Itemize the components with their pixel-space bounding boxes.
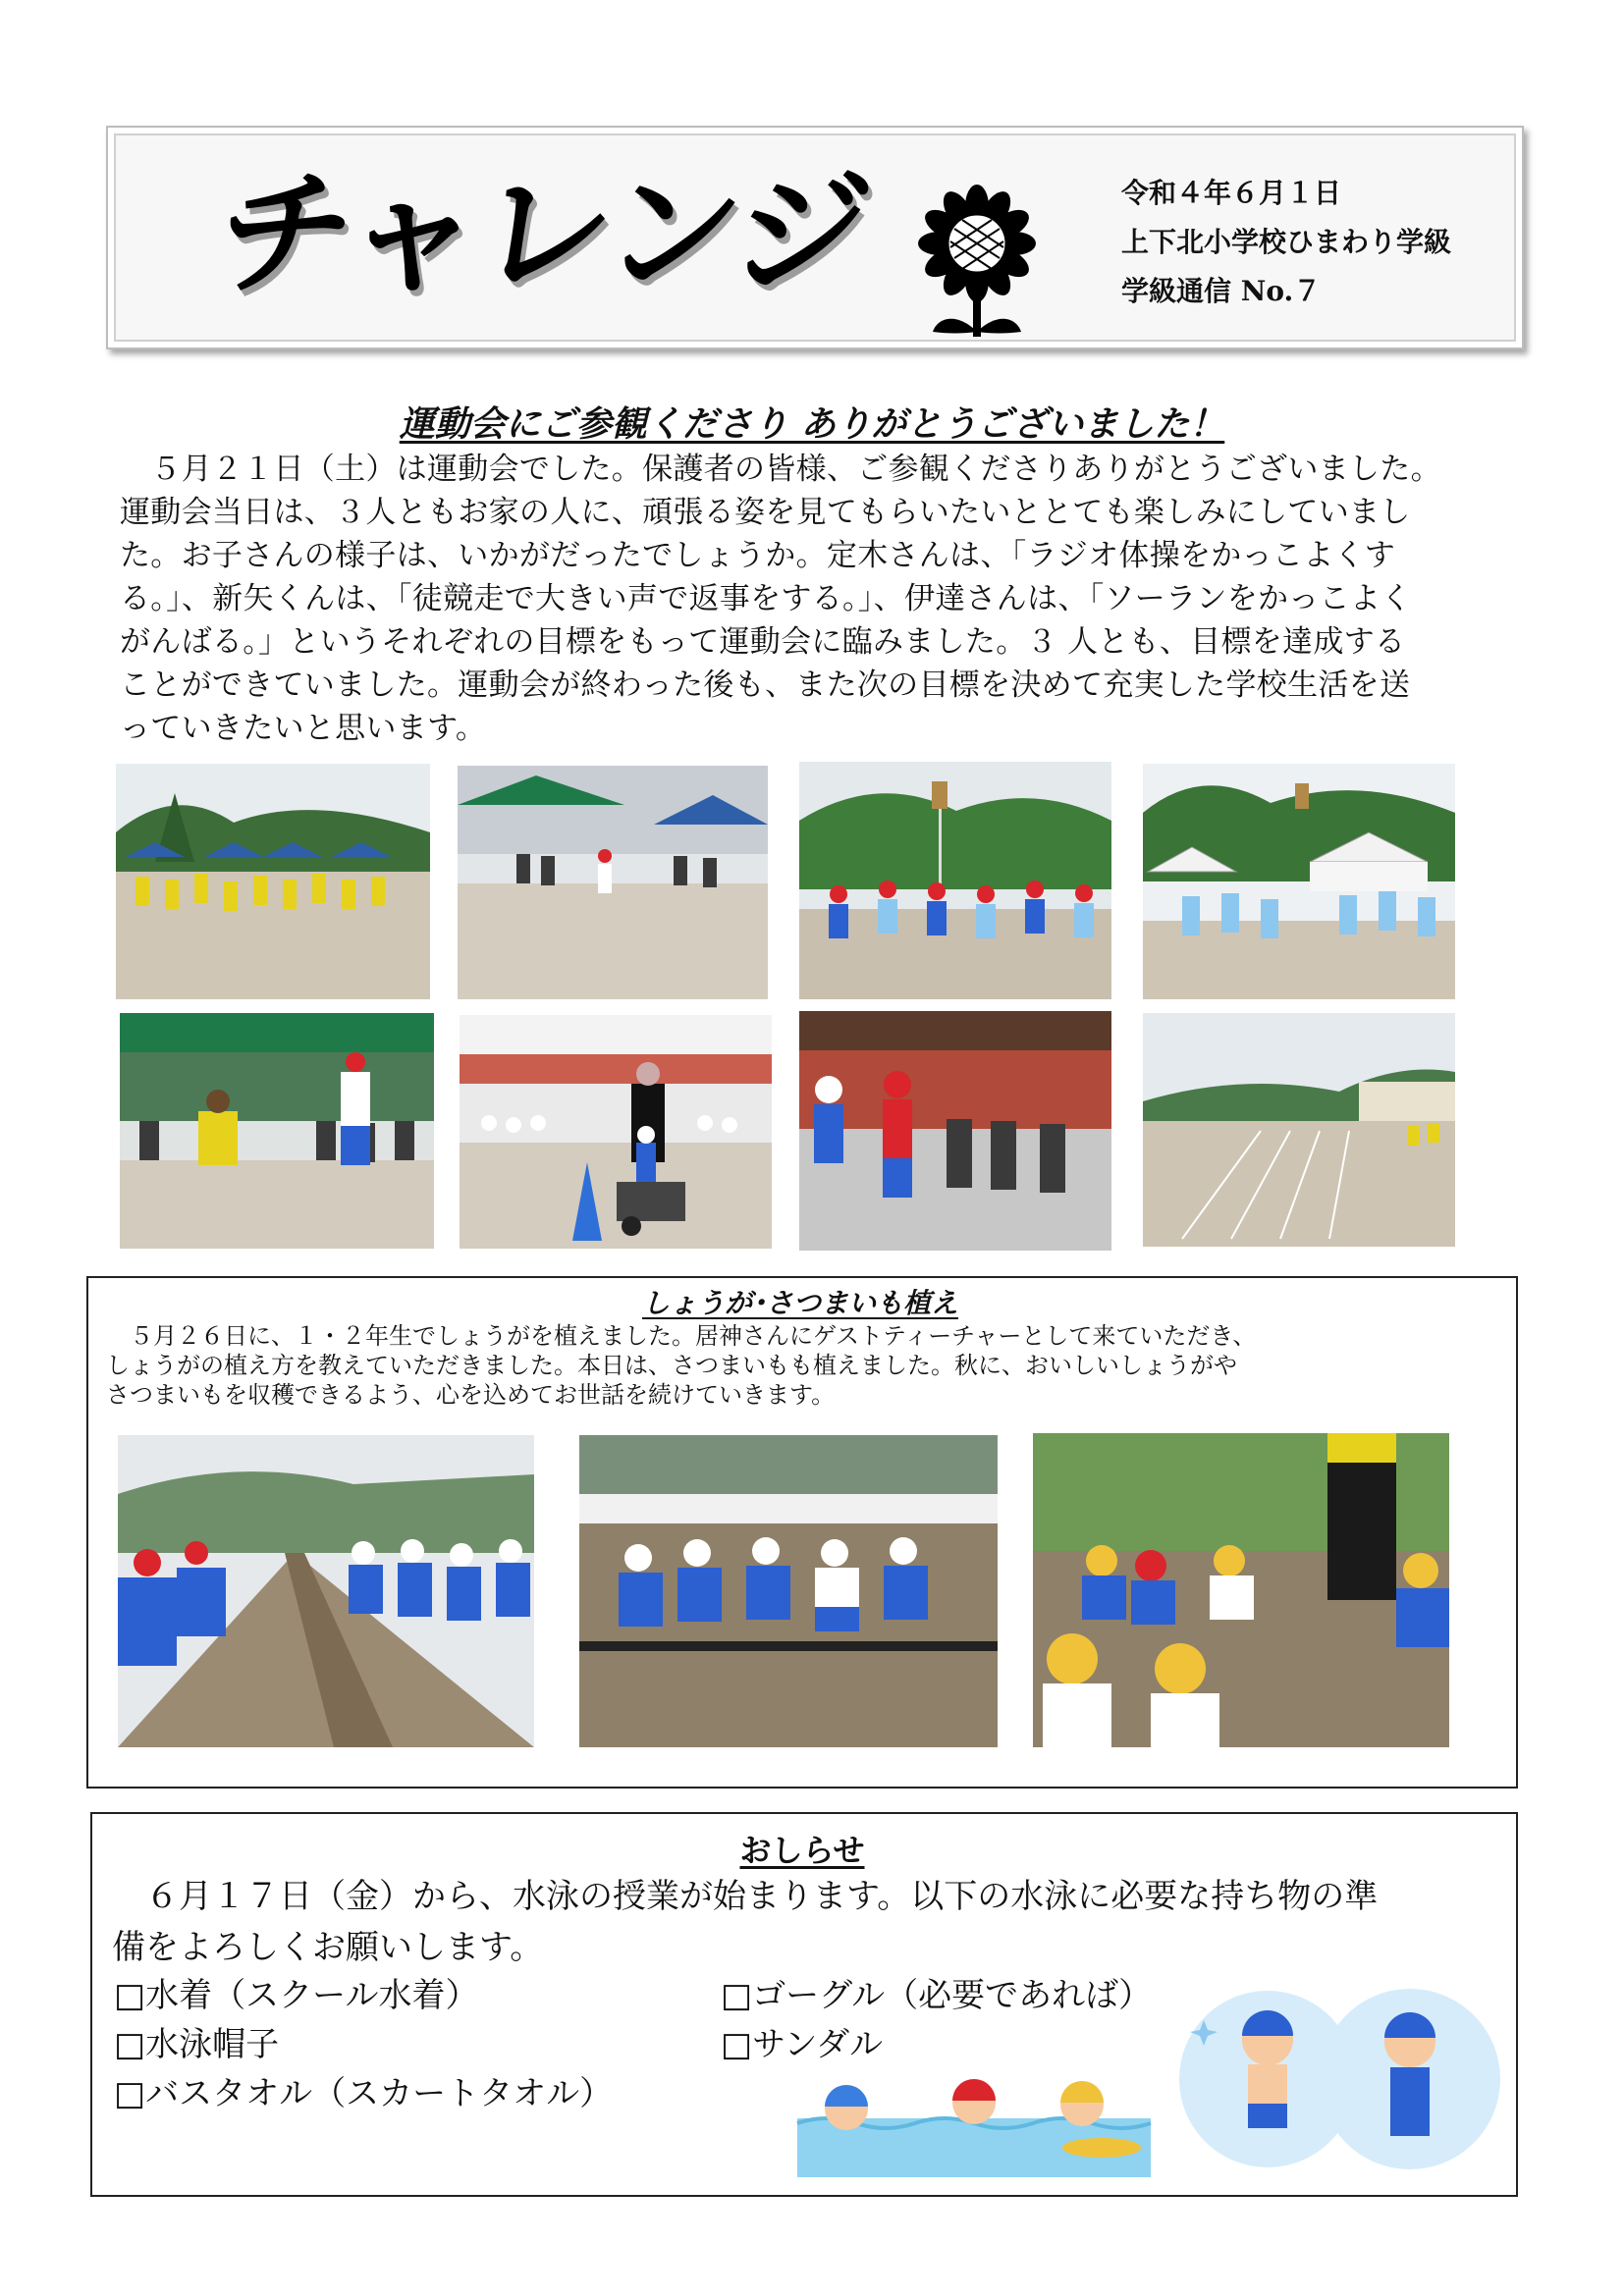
- sports-day-text: [120, 448, 1514, 750]
- swimming-kids-cheer-illustration: [1174, 1981, 1508, 2177]
- planting-photo-2: [579, 1435, 998, 1747]
- notice-line: ６月１７日（金）から、水泳の授業が始まります。以下の水泳に必要な持ち物の準: [112, 1877, 1379, 1916]
- sports-photo-4: [1143, 764, 1455, 999]
- checklist-item-bath-towel: □バスタオル（スカートタオル）: [114, 2074, 614, 2113]
- planting-line: ５月２６日に、１・２年生でしょうがを植えました。居神さんにゲストティーチャーとして来ていただき、: [106, 1322, 1257, 1350]
- sports-day-line: ことができていました。運動会が終わった後も、また次の目標を決めて充実した学校生活を送: [120, 667, 1411, 703]
- sports-photo-8: [1143, 1013, 1455, 1247]
- sports-day-line: 運動会当日は、３人ともお家の人に、頑張る姿を見てもらいたいととても楽しみにしていまし: [120, 495, 1411, 530]
- sports-day-line: る。」、新矢くんは、「徒競走で大きい声で返事をする。」、伊達さんは、「ソーランをかっこよく: [120, 581, 1412, 616]
- sports-day-line: た。お子さんの様子は、いかがだったでしょうか。定木さんは、「ラジオ体操をかっこよくす: [120, 538, 1396, 573]
- sports-day-title: 運動会にご参観くださり ありがとうございました！: [399, 404, 1225, 445]
- sports-photo-7: [799, 1011, 1111, 1251]
- notice-title: おしらせ: [739, 1832, 865, 1869]
- notice-line: 備をよろしくお願いします。: [112, 1928, 544, 1967]
- sports-day-line: っていきたいと思います。: [120, 711, 487, 746]
- notice-text: [112, 1871, 1378, 1973]
- sports-photo-1: [116, 764, 430, 999]
- sunflower-icon: [903, 185, 1051, 342]
- sports-photo-2: [458, 766, 768, 999]
- newsletter-title: チャレンジ: [206, 155, 877, 313]
- school-name: 上下北小学校ひまわり学級: [1121, 226, 1452, 258]
- checklist-item-goggles: □ゴーグル（必要であれば）: [721, 1976, 1153, 2015]
- planting-photo-3: [1033, 1433, 1449, 1747]
- sports-photo-3: [799, 762, 1111, 999]
- swimming-kids-illustration: [787, 2069, 1161, 2179]
- planting-line: さつまいもを収穫できるよう、心を込めてお世話を続けていきます。: [106, 1381, 836, 1409]
- checklist-item-swimsuit: □水着（スクール水着）: [114, 1976, 479, 2015]
- planting-title: しょうが･さつまいも植え: [641, 1287, 958, 1319]
- issue-date: 令和４年６月１日: [1121, 177, 1342, 209]
- sports-photo-5: [120, 1013, 434, 1249]
- issue-number: 学級通信 No.７: [1121, 275, 1322, 307]
- planting-line: しょうがの植え方を教えていただきました。本日は、さつまいもも植えました。秋に、おいしいしょうがや: [106, 1352, 1237, 1379]
- sports-day-line: がんばる。」というそれぞれの目標をもって運動会に臨みました。３ 人とも、目標を達成する: [120, 624, 1406, 660]
- header-meta: [1121, 169, 1451, 316]
- sports-day-line: ５月２１日（土）は運動会でした。保護者の皆様、ご参観くださりありがとうございました。: [120, 452, 1441, 487]
- checklist-item-sandals: □サンダル: [721, 2025, 884, 2064]
- planting-photo-1: [118, 1435, 534, 1747]
- sports-photo-6: [460, 1015, 772, 1249]
- planting-text: [106, 1321, 1500, 1410]
- checklist-item-swim-cap: □水泳帽子: [114, 2025, 280, 2064]
